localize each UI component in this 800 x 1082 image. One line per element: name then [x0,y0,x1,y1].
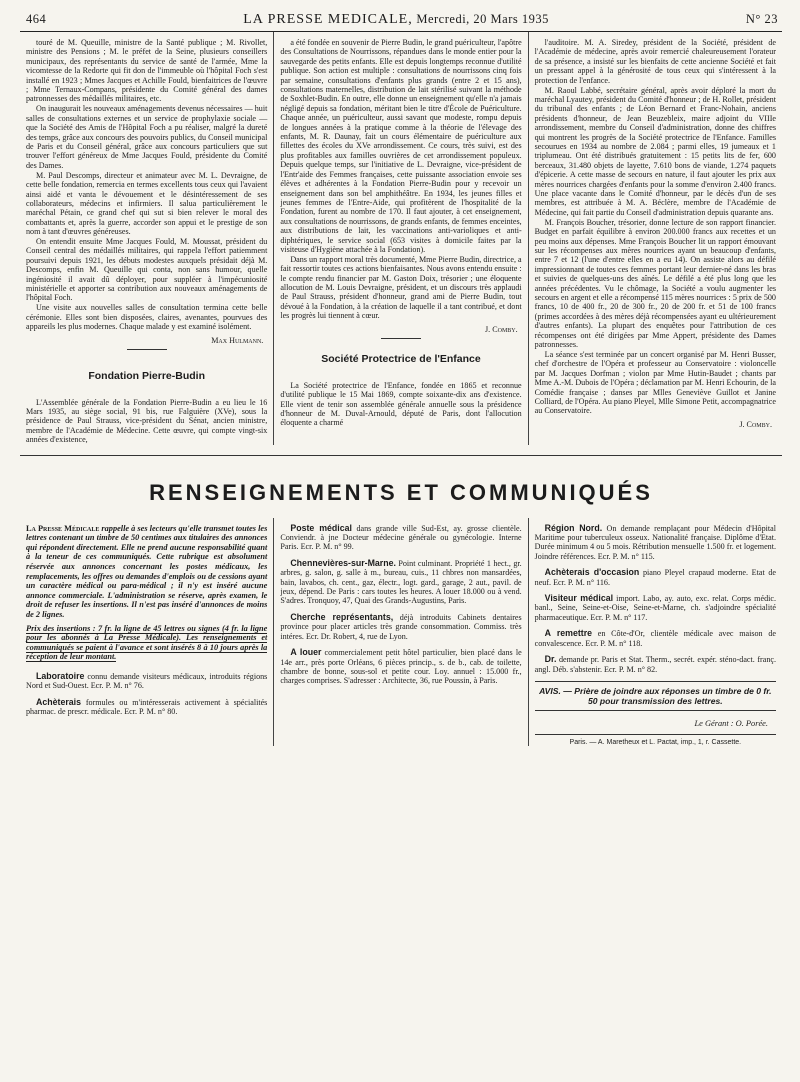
paragraph: L'Assemblée générale de la Fondation Pierre-Budin a eu lieu le 16 Mars 1935, au siège social, 91 bis, rue Falguière (XVe), sous la présidence de Paul Strauss, vice-président du Sénat, ancien ministre, membre de l'Académie de Médecine. Cette œuvre, qui compte vingt-six années d'existence, [26,397,268,445]
ad-heading: Région Nord. [544,522,603,533]
ad-heading: Cherche représentants, [290,611,394,622]
ad-text: en Côte-d'Or, clientèle médicale avec maison de convalescence. Ecr. P. M. n° 118. [534,629,776,648]
ad-text: déjà introduits Cabinets dentaires province pour placer articles très grande consommation. Commiss. très intéres. Ecr. Dr. Robert, 4, rue de Lyon. [280,612,522,641]
classified-ad [280,524,521,552]
signature: Max Hulmann. [211,335,264,345]
classified-ad [280,613,521,641]
ad-text: import. Labo, ay. auto, exc. relat. Corps médic. banl., Seine, Seine-et-Oise, Seine-et-Marne, ch. s'adjoindre spécialité pharmaceutique. Ecr. P. M. n° 117. [534,594,776,622]
classified-ad [26,672,267,691]
page-number: 464 [26,12,47,26]
ad-text: dans grande ville Sud-Est, ay. grosse clientèle. Conviendr. à jne Docteur médecine générale ou gynécologie. Interne Paris. Ecr. P. M. n° 99. [280,523,522,552]
paragraph: M. Raoul Labbé, secrétaire général, après avoir déploré la mort du maréchal Lyautey, président du Comité d'honneur ; de H. Rollet, président du tribunal des enfants ; de Léon Bernard et Franc-Nohain, anciens présidents d'honneur, de Jean Beuzebleix, maire adjoint du VIIIe arrondissement, membre du Conseil d'administration, donne des chiffres qui montrent les progrès de la Société protectrice de l'Enfance. Familles secourues en 1934 au nombre de 2.084 ; parmi elles, 19 jumeaux et 1 triplumeau. Ont été distribués gratuitement : 15 petits lits de fer, 600 berceaux, 31.480 objets de layette, 7.610 bons de viande, 1.274 paquets d'épicerie. A cette masse de secours en nature, il faut ajouter les prix aux mères nourrices chargées d'enfants pour la somme d'environ 2.400 francs. Une place vacante dans le Comité d'honneur, par le décès d'un de ses membres, est attribuée à M. A. Béclère, membre de l'Académie de Médecine, qui fait partie du Conseil d'administration depuis quarante ans. [534,85,776,217]
classified-ad [280,559,521,606]
paragraph: Dans un rapport moral très documenté, Mme Pierre Budin, directrice, a fait ressortir toutes ces actions bienfaisantes. Nous avons entendu ensuite : le compte rendu financier par M. Gaston Doix, trésorier ; une éloquente allocution de M. Louis Devraigne, président, et un discours très applaudi de Paul Strauss, président d'honneur, grand ami de Pierre Budin, tout dévoué à la Fondation, à la création de laquelle il a tant contribué, et dont les progrès lui tiennent à cœur. [280,254,522,321]
classified-ad [535,568,776,587]
classified-ad [535,524,776,562]
section-title: Société Protectrice de l'Enfance [321,352,481,365]
issue-number: N° 23 [745,12,778,26]
paragraph: touré de M. Queuille, ministre de la Santé publique ; M. Rivollet, ministre des Pensions ; M. le préfet de la Seine, plusieurs conseillers municipaux, des représentants du service de santé de l'armée, Mme la vicomtesse de la Redorte qui fit don de l'immeuble où l'hôpital Foch s'est installé en 1923 ; Mmes Jacques et Achille Fould, bienfaitrices de l'œuvre ; Mme Ternaux-Compans, présidente du Comité général des dames patronnesses des médaillés militaires, etc. [26,38,268,104]
column-1 [20,32,273,445]
ad-text: formules ou m'intéresserais activement à spécialités pharmac. de prescr. médicale. Ecr. P. M. n° 80. [26,697,268,717]
signature: J. Comby. [739,419,772,429]
column-3 [528,32,782,445]
paragraph: M. François Boucher, trésorier, donne lecture de son rapport financier. Budget en parfait équilibre à environ 200.000 francs aux recettes et un peu moins aux dépenses. Mme François Boucher lit un rapport émouvant sur les récompenses aux mères nourrices ayant un beaucoup d'enfants, entre 7 et 12 (l'une d'entre elles en a eu 14). On assiste alors au défilé impressionnant de toutes ces femmes portant leur dernier-né dans les bras et suivies de quelques-uns des aînés. Le défilé a été plus long que les années précédentes. Vu le chômage, la Société a voulu augmenter les secours en argent et elle a récompensé 115 mères nourrices : 5 prix de 500 francs, 10 de 400 fr., 20 de 300 fr., 20 de 200 fr. et 51 de 100 francs (primes accordées à des mères déjà récompensées ayant eu ultérieurement d'autres enfants). La plupart des enquêtes pour l'attribution de ces récompenses ont été dirigées par Mme Appert, présidente des Dames patronnesses. [534,217,776,349]
ad-heading: A remettre [544,628,593,639]
ad-text: On demande remplaçant pour Médecin d'Hôpital Maritime pour tuberculeux osseux. Nationalité française. Diplôme d'Etat. Durée minimum 4 ou 5 mois. Rétribution mensuelle 1.500 fr. et logement. Joindre références. Ecr. P. M. n° 115. [534,523,776,561]
paragraph: Une visite aux nouvelles salles de consultation termina cette belle cérémonie. Elles sont bien disposées, claires, avenantes, pourvues des appareils les plus modernes. Chaque malade y est examiné isolément. [26,303,268,332]
signature: J. Comby. [485,324,518,334]
ad-heading: Achèterais [36,696,81,707]
ad-heading: Dr. [544,654,557,665]
ad-text: Point culminant. Propriété 1 hect., gr. arbres, g. salon, g. salle à m., bureau, cuis., 11 chbres non mansardées, bain, lavabos, ch. cent., gaz, électr., logt. gard., garage, 2 aut., pavil. de jeux, dépend. De Paris : cars toutes les heures. A louer 18.000 ou à vend. S'adres. Tronquoy, 47, Quai des Grands-Augustins, Paris. [280,558,522,606]
ad-heading: Poste médical [290,522,352,533]
section-title: Fondation Pierre-Budin [88,369,205,382]
paragraph: On entendit ensuite Mme Jacques Fould, M. Moussat, président du Conseil central des médaillés militaires, qui rappela l'effort patiemment poursuivi depuis 1921, les débuts modestes auxquels présidait déjà M. Descomps, enfin M. Queuille qui conta, non sans humour, quelle ingéniosité il avait dû déployer, pour suppléer à l'impécuniosité ministérielle et apporter sa contribution aux nouveaux aménagements de l'hôpital Foch. [26,237,268,303]
printer-line: Paris. — A. Maretheux et L. Pactat, imp., 1, r. Cassette. [535,734,776,746]
ad-heading: Chennevières-sur-Marne. [290,557,396,568]
classifieds-column-1 [20,518,273,746]
classifieds-columns [20,518,782,746]
paragraph: l'auditoire. M. A. Siredey, président de la Société, président de l'Académie de médecine, après avoir remercié chaleureusement l'orateur de sa présence, a insisté sur les bienfaits de cette ancienne Société et fait un pressant appel à la générosité de tous ceux qui s'intéressent à la protection de l'enfance. [534,38,776,85]
intro-text: rappelle à ses lecteurs qu'elle transmet toutes les lettres contenant un timbre de 50 centimes aux titulaires des annonces qui répondent directement. Elle ne prend aucune responsabilité quant à la teneur de ces communiqués. Cette rubrique est absolument réservée aux annonces concernant les postes médicaux, les remplacements, les offres ou demandes d'emplois ou de cessions ayant un caractère médical ou para-médical ; il n'y est inséré aucune annonce commerciale. L'administration se réserve, après examen, le droit de refuser les insertions. Il n'est pas inséré d'annonces de moins de 2 lignes. [26,523,268,619]
paragraph: La séance s'est terminée par un concert organisé par M. Henri Busser, chef d'orchestre de l'Opéra et professeur au Conservatoire : violoncelle par M. Jacques Dorfman ; violon par Mme Hutin-Baudet ; chants par Mme A.-M. Dubois de l'Opéra ; déclamation par M. Henri Echourin, de la Comédie française ; danses par Mlles Geneviève Guillot et Janine Colliard, de l'Opéra. Au piano Pleyel, Mlle Simone Petit, accompagnatrice au Conservatoire. [534,349,776,416]
classifieds-intro [26,524,267,620]
divider [381,338,421,339]
column-2 [273,32,527,445]
journal-title: LA PRESSE MEDICALE, [243,12,413,27]
ad-text: commercialement petit hôtel particulier, bien placé dans le 14e arr., près porte Orléans, 6 pièces princip., s. de b., cab. de toilette, chambre de bonne, sous-sol et petite cour. Loy. annuel : 15.000 fr., charges comprises. S'adresser : Architecte, 36, rue Poussin, à Paris. [280,648,522,686]
paragraph: M. Paul Descomps, directeur et animateur avec M. L. Devraigne, de cette belle fondation, remercia en termes excellents tous ceux qui l'avaient ainsi aidé et vanta le dévouement et le désintéressement de ses collaborateurs, médecins et infirmiers. Il salua particulièrement le maréchal Pétain, ce grand chef qui sut si bien relever le moral des combattants et, après la guerre, accorder son appui et le prestige de son nom à tant d'œuvres généreuses. [26,170,268,237]
classifieds-column-2 [273,518,527,746]
classified-ad [535,594,776,622]
notice-box: AVIS. — Prière de joindre aux réponses un timbre de 0 fr. 50 pour transmission des lettres. [535,681,776,711]
classified-ad [535,655,776,674]
ad-heading: Laboratoire [36,670,85,681]
ad-text: connu demande visiteurs médicaux, introduits régions Nord et Sud-Ouest. Ecr. P. M. n° 76. [26,671,268,691]
paragraph: a été fondée en souvenir de Pierre Budin, le grand puériculteur, l'apôtre des Consultations de Nourrissons, répandues dans le monde entier pour la sauvegarde des petits enfants. Elle est depuis longtemps reconnue d'utilité publique. Son action est multiple : consultations de nourrissons cinq fois par semaine, consultations d'enfants plus grands (entre 2 et 15 ans), consultations maternelles, distribution de lait stérilisé suivant la méthode de Soxhlet-Budin. En outre, elle donne un enseignement qu'elle n'a jamais négligé depuis sa fondation, méritant bien le titre d'École de Puériculture. Chaque année, un puériculteur, aussi savant que modeste, rompu depuis de longues années à la pratique comme à la théorie de l'élevage des enfants, M. R. Daunay, fait un cours élémentaire de puériculture aux fillettes des écoles du XVe arrondissement. Ce cours, très suivi, est des plus profitables aux familles ouvrières de cet arrondissement populeux. Depuis quelque temps, sur l'initiative de L. Devraigne, vice-président de l'Entr'aide des Femmes françaises, cette puissante association envoie ses élèves et adhérentes à la Fondation Pierre-Budin pour y recevoir un enseignement dans son bel amphithéâtre. En 1934, les jeunes filles et jeunes femmes de l'Entre-Aide, qui profitèrent de l'hospitalité de la Fondation, furent au nombre de 170. Il faut ajouter, à cet enseignement, aux consultations de nourrissons, de grands enfants, de femmes enceintes, aux distributions de lait, les vaccinations anti-varioliques et anti-diphtériques, le service social (653 visites à domicile faites par la visiteuse d'Hygiène attachée à la Fondation). [280,38,522,254]
issue-date: Mercredi, 20 Mars 1935 [416,12,549,26]
manager-line: Le Gérant : O. Porée. [694,718,768,728]
classifieds-prices [26,624,267,662]
ad-heading: A louer [290,647,322,658]
classifieds-banner: RENSEIGNEMENTS ET COMMUNIQUÉS [149,479,653,505]
page-header [20,8,782,32]
classified-ad [280,648,521,686]
prices-text: Prix des insertions : 7 fr. la ligne de 45 lettres ou signes (4 fr. la ligne pour les abonnés à La Presse Médicale). Les renseignements et communiqués se paient à l'avance et sont insérés 8 à 10 jours après la réception de leur montant. [26,623,268,662]
ad-text: piano Pleyel crapaud moderne. Etat de neuf. Ecr. P. M. n° 116. [534,568,776,587]
classifieds-column-3 [528,518,782,746]
intro-lead: La Presse Médicale [26,523,100,533]
newspaper-page [20,8,782,746]
paragraph: On inaugurait les nouveaux aménagements devenus nécessaires — huit salles de consultations externes et un service de prophylaxie sociale — que la Société des Amis de l'Hôpital Foch a pu réaliser, malgré la dureté des temps, grâce aux concours des pouvoirs publics, du Conseil municipal de Paris et du Conseil général, grâce aux concours particuliers que sut trouver l'effort généreux de Mme Jacques Fould, présidente du Comité des Dames. [26,104,268,170]
ad-text: demande pr. Paris et Stat. Therm., secrét. expér. sténo-dact. franç. angl. Déb. s'abstenir. Ecr. P. M. n° 82. [534,655,776,674]
ad-heading: Visiteur médical [544,593,614,604]
paragraph: La Société protectrice de l'Enfance, fondée en 1865 et reconnue d'utilité publique le 15 Mai 1869, compte soixante-dix ans d'existence. Elle vient de tenir son assemblée générale annuelle sous la présidence d'honneur de M. Duval-Arnould, député de Paris, dont l'allocution éloquente a charmé [280,380,522,428]
classified-ad [535,629,776,648]
classified-ad [26,698,267,717]
ad-heading: Achèterais d'occasion [544,567,640,578]
article-columns [20,32,782,445]
section-divider [20,455,782,456]
divider [127,349,167,350]
